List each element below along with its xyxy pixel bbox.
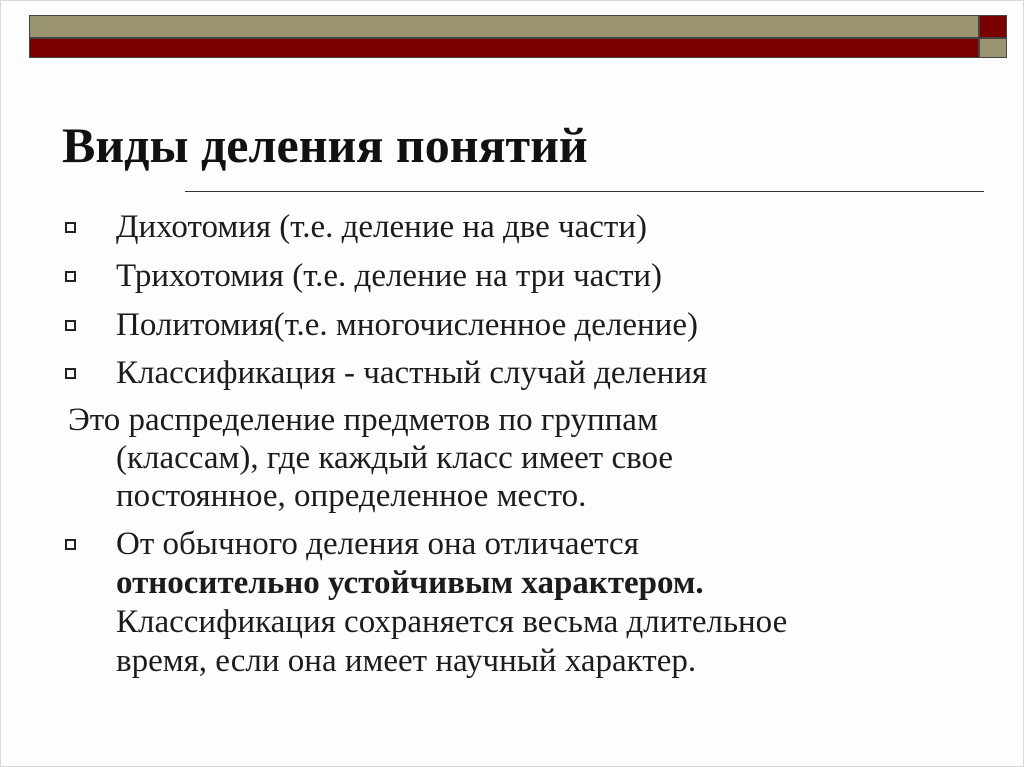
bullet-text: Дихотомия (т.е. деление на две части) — [116, 209, 647, 245]
bullet-continuation — [116, 564, 704, 602]
bullet-text: Политомия(т.е. многочисленное деление) — [116, 307, 698, 343]
note-line: постоянное, определенное место. — [116, 478, 587, 514]
note-line: Это распределение предметов по группам — [68, 402, 658, 438]
square-bullet-icon — [65, 222, 76, 233]
bullet-continuation: Классификация сохраняется весьма длительное — [116, 604, 788, 640]
square-bullet-icon — [65, 368, 76, 379]
bullet-text: Трихотомия (т.е. деление на три части) — [116, 258, 663, 294]
bullet-text: От обычного деления она отличается — [116, 526, 639, 562]
note-line: (классам), где каждый класс имеет свое — [116, 440, 674, 476]
slide-title: Виды деления понятий — [62, 117, 588, 173]
bullet-text: Классификация - частный случай деления — [116, 355, 708, 391]
square-bullet-icon — [65, 320, 76, 331]
bullet-continuation: время, если она имеет научный характер. — [116, 643, 697, 679]
square-bullet-icon — [65, 539, 76, 550]
emphasis-period: . — [695, 565, 704, 601]
emphasis-text: относительно устойчивым характером — [116, 565, 696, 601]
square-bullet-icon — [65, 271, 76, 282]
